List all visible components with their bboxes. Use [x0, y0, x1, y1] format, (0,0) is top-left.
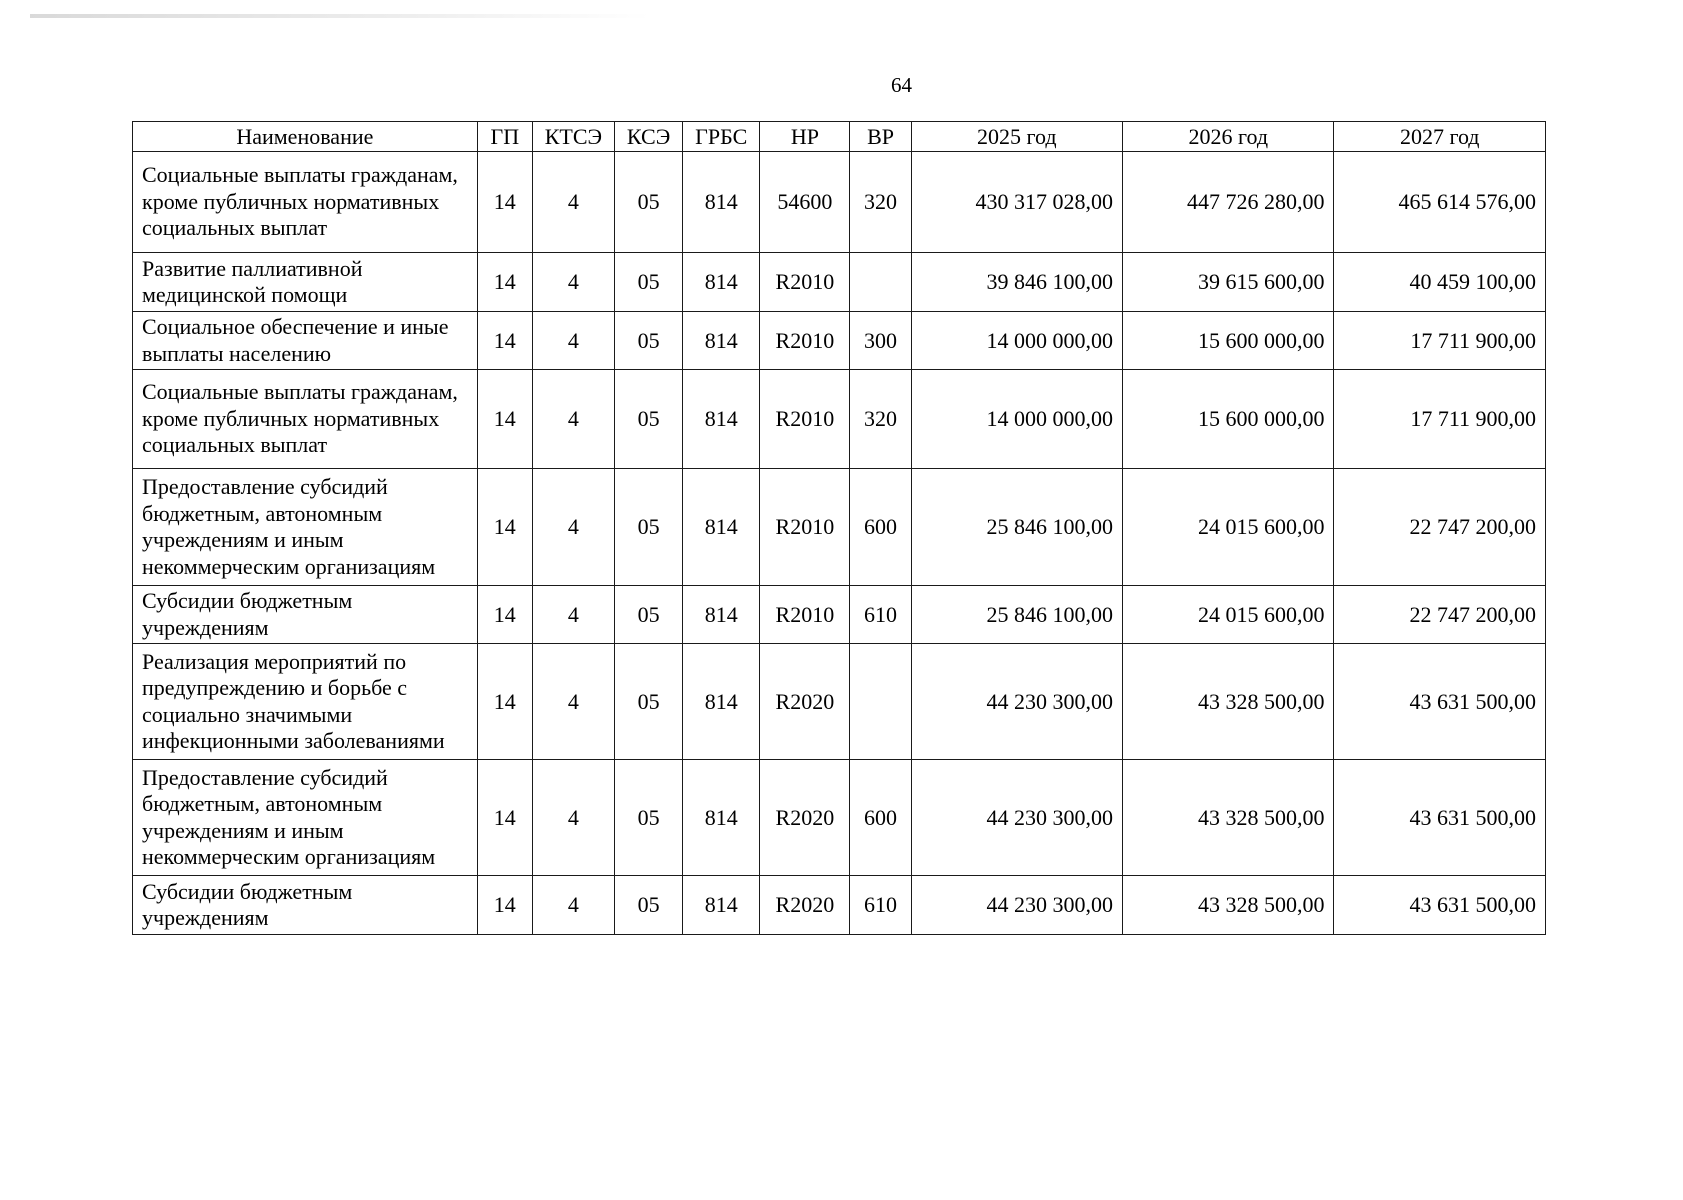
column-header-2027: 2027 год — [1334, 122, 1546, 152]
cell-amount-2026: 43 328 500,00 — [1123, 876, 1334, 935]
cell-ktse: 4 — [532, 152, 614, 253]
cell-ktse: 4 — [532, 644, 614, 760]
table-row — [133, 644, 1546, 760]
cell-grbs: 814 — [683, 312, 760, 370]
cell-ktse: 4 — [532, 760, 614, 876]
table-row — [133, 760, 1546, 876]
cell-amount-2026: 43 328 500,00 — [1123, 644, 1334, 760]
cell-gp: 14 — [477, 312, 532, 370]
table-row — [133, 253, 1546, 312]
cell-nr: R2020 — [760, 644, 850, 760]
table-row — [133, 152, 1546, 253]
cell-ktse: 4 — [532, 586, 614, 644]
cell-vr: 610 — [850, 586, 911, 644]
cell-vr: 610 — [850, 876, 911, 935]
cell-nr: R2010 — [760, 370, 850, 469]
cell-name: Социальные выплаты гражданам, кроме публичных нормативных социальных выплат — [133, 152, 478, 253]
cell-ktse: 4 — [532, 370, 614, 469]
cell-grbs: 814 — [683, 760, 760, 876]
column-header-2026: 2026 год — [1123, 122, 1334, 152]
cell-amount-2025: 430 317 028,00 — [911, 152, 1122, 253]
cell-kse: 05 — [615, 760, 683, 876]
cell-grbs: 814 — [683, 152, 760, 253]
table-row — [133, 469, 1546, 586]
cell-amount-2026: 15 600 000,00 — [1123, 312, 1334, 370]
cell-kse: 05 — [615, 469, 683, 586]
cell-grbs: 814 — [683, 876, 760, 935]
cell-amount-2026: 43 328 500,00 — [1123, 760, 1334, 876]
cell-gp: 14 — [477, 152, 532, 253]
cell-gp: 14 — [477, 253, 532, 312]
cell-name: Социальные выплаты гражданам, кроме публичных нормативных социальных выплат — [133, 370, 478, 469]
cell-amount-2025: 44 230 300,00 — [911, 760, 1122, 876]
cell-amount-2027: 22 747 200,00 — [1334, 586, 1546, 644]
cell-nr: R2020 — [760, 760, 850, 876]
cell-vr: 320 — [850, 370, 911, 469]
table-body — [133, 152, 1546, 935]
cell-vr — [850, 644, 911, 760]
cell-grbs: 814 — [683, 586, 760, 644]
cell-gp: 14 — [477, 586, 532, 644]
cell-name: Субсидии бюджетным учреждениям — [133, 586, 478, 644]
cell-vr — [850, 253, 911, 312]
cell-ktse: 4 — [532, 312, 614, 370]
column-header-gp: ГП — [477, 122, 532, 152]
cell-kse: 05 — [615, 312, 683, 370]
cell-amount-2025: 14 000 000,00 — [911, 370, 1122, 469]
cell-amount-2026: 447 726 280,00 — [1123, 152, 1334, 253]
cell-gp: 14 — [477, 370, 532, 469]
cell-grbs: 814 — [683, 469, 760, 586]
cell-kse: 05 — [615, 253, 683, 312]
cell-name: Социальное обеспечение и иные выплаты населению — [133, 312, 478, 370]
table-row — [133, 312, 1546, 370]
cell-name: Развитие паллиативной медицинской помощи — [133, 253, 478, 312]
cell-name: Предоставление субсидий бюджетным, автономным учреждениям и иным некоммерческим организациям — [133, 469, 478, 586]
column-header-2025: 2025 год — [911, 122, 1122, 152]
table-header — [133, 122, 1546, 152]
cell-ktse: 4 — [532, 469, 614, 586]
cell-amount-2027: 43 631 500,00 — [1334, 760, 1546, 876]
cell-ktse: 4 — [532, 876, 614, 935]
cell-gp: 14 — [477, 644, 532, 760]
cell-nr: R2020 — [760, 876, 850, 935]
cell-kse: 05 — [615, 876, 683, 935]
column-header-nr: НР — [760, 122, 850, 152]
budget-table — [132, 121, 1546, 935]
table-row — [133, 370, 1546, 469]
cell-amount-2025: 25 846 100,00 — [911, 586, 1122, 644]
scan-artifact — [30, 14, 650, 18]
column-header-vr: ВР — [850, 122, 911, 152]
cell-nr: 54600 — [760, 152, 850, 253]
cell-nr: R2010 — [760, 312, 850, 370]
cell-kse: 05 — [615, 370, 683, 469]
cell-amount-2025: 39 846 100,00 — [911, 253, 1122, 312]
cell-vr: 600 — [850, 469, 911, 586]
cell-nr: R2010 — [760, 469, 850, 586]
table-row — [133, 876, 1546, 935]
cell-vr: 320 — [850, 152, 911, 253]
cell-amount-2027: 22 747 200,00 — [1334, 469, 1546, 586]
cell-amount-2025: 25 846 100,00 — [911, 469, 1122, 586]
cell-vr: 300 — [850, 312, 911, 370]
cell-amount-2026: 15 600 000,00 — [1123, 370, 1334, 469]
cell-amount-2027: 40 459 100,00 — [1334, 253, 1546, 312]
column-header-ktse: КТСЭ — [532, 122, 614, 152]
column-header-kse: КСЭ — [615, 122, 683, 152]
cell-kse: 05 — [615, 152, 683, 253]
cell-amount-2027: 43 631 500,00 — [1334, 876, 1546, 935]
cell-name: Субсидии бюджетным учреждениям — [133, 876, 478, 935]
cell-grbs: 814 — [683, 253, 760, 312]
cell-amount-2025: 44 230 300,00 — [911, 876, 1122, 935]
cell-amount-2026: 39 615 600,00 — [1123, 253, 1334, 312]
cell-amount-2026: 24 015 600,00 — [1123, 586, 1334, 644]
column-header-grbs: ГРБС — [683, 122, 760, 152]
page-number: 64 — [891, 73, 912, 97]
cell-vr: 600 — [850, 760, 911, 876]
cell-grbs: 814 — [683, 370, 760, 469]
cell-kse: 05 — [615, 586, 683, 644]
cell-amount-2027: 17 711 900,00 — [1334, 312, 1546, 370]
cell-name: Реализация мероприятий по предупреждению и борьбе с социально значимыми инфекционными заболеваниями — [133, 644, 478, 760]
header-row — [133, 122, 1546, 152]
cell-grbs: 814 — [683, 644, 760, 760]
cell-amount-2027: 17 711 900,00 — [1334, 370, 1546, 469]
cell-kse: 05 — [615, 644, 683, 760]
cell-gp: 14 — [477, 469, 532, 586]
cell-amount-2027: 43 631 500,00 — [1334, 644, 1546, 760]
cell-gp: 14 — [477, 876, 532, 935]
cell-ktse: 4 — [532, 253, 614, 312]
cell-gp: 14 — [477, 760, 532, 876]
cell-nr: R2010 — [760, 253, 850, 312]
table-row — [133, 586, 1546, 644]
cell-amount-2027: 465 614 576,00 — [1334, 152, 1546, 253]
cell-amount-2025: 44 230 300,00 — [911, 644, 1122, 760]
cell-amount-2026: 24 015 600,00 — [1123, 469, 1334, 586]
cell-amount-2025: 14 000 000,00 — [911, 312, 1122, 370]
cell-name: Предоставление субсидий бюджетным, автономным учреждениям и иным некоммерческим организациям — [133, 760, 478, 876]
cell-nr: R2010 — [760, 586, 850, 644]
column-header-name: Наименование — [133, 122, 478, 152]
